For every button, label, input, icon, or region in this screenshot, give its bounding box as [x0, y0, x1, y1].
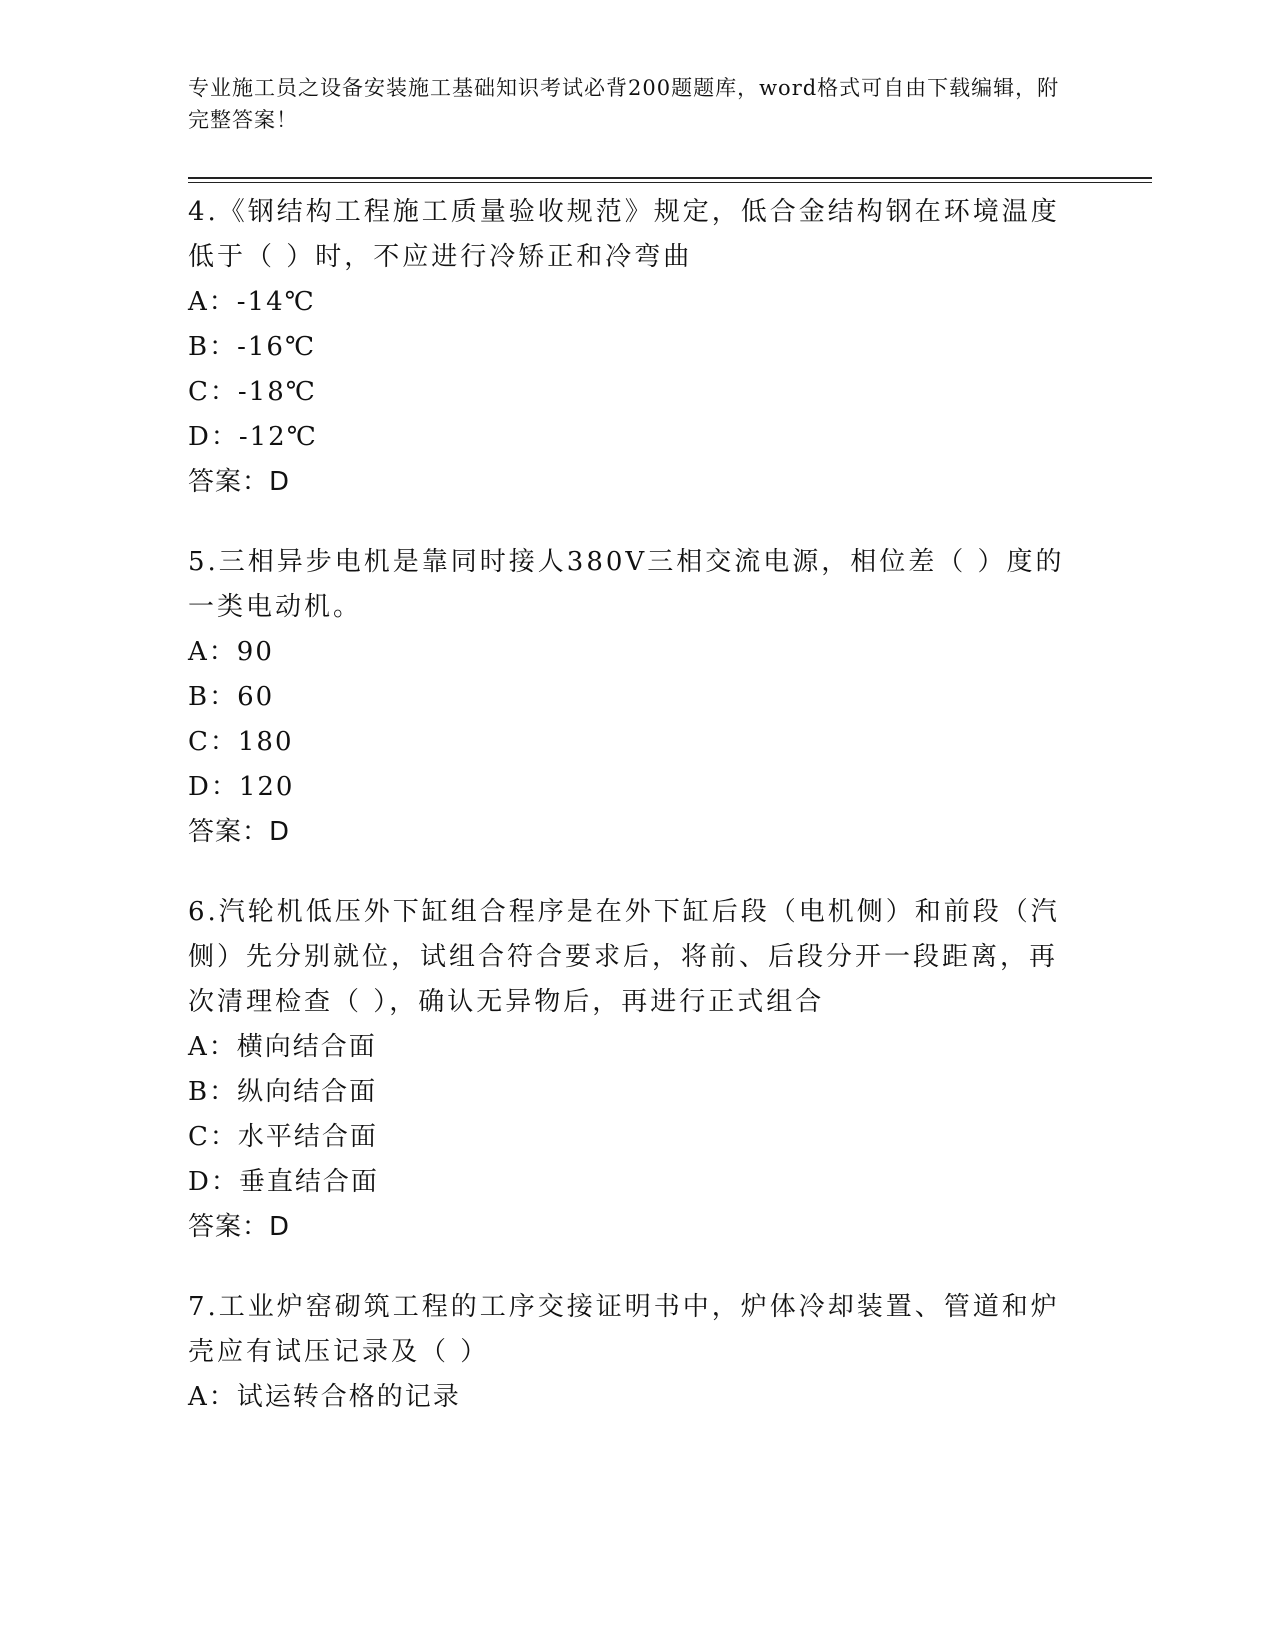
- option-c: C：-18℃: [188, 377, 317, 407]
- option-d: D：-12℃: [188, 422, 318, 452]
- question-4: [188, 190, 1068, 504]
- question-list: [188, 190, 1068, 1456]
- option-d: D：垂直结合面: [188, 1167, 379, 1197]
- option-c: C：水平结合面: [188, 1122, 378, 1152]
- question-5: [188, 540, 1068, 854]
- option-b: B：60: [188, 682, 275, 712]
- question-text: 6.汽轮机低压外下缸组合程序是在外下缸后段（电机侧）和前段（汽侧）先分别就位，试组合符合要求后，将前、后段分开一段距离，再次清理检查（ ），确认无异物后，再进行正式组合: [188, 897, 1060, 1017]
- question-text: 4.《钢结构工程施工质量验收规范》规定，低合金结构钢在环境温度低于（ ）时，不应进行冷矫正和冷弯曲: [188, 197, 1060, 272]
- option-a: A：-14℃: [188, 287, 316, 317]
- option-d: D：120: [188, 772, 295, 802]
- question-6: [188, 890, 1068, 1249]
- answer: 答案：D: [188, 467, 291, 497]
- option-c: C：180: [188, 727, 294, 757]
- document-header: 专业施工员之设备安装施工基础知识考试必背200题题库，word格式可自由下载编辑，附完整答案！: [188, 76, 1060, 132]
- option-a: A：90: [188, 637, 274, 667]
- answer: 答案：D: [188, 817, 291, 847]
- header-rule-thin: [188, 182, 1152, 183]
- question-7: [188, 1285, 1068, 1420]
- option-b: B：-16℃: [188, 332, 317, 362]
- option-a: A：横向结合面: [188, 1032, 377, 1062]
- question-text: 5.三相异步电机是靠同时接人380V三相交流电源，相位差（ ）度的一类电动机。: [188, 547, 1065, 622]
- question-text: 7.工业炉窑砌筑工程的工序交接证明书中，炉体冷却装置、管道和炉壳应有试压记录及（ ）: [188, 1292, 1060, 1367]
- answer: 答案：D: [188, 1212, 291, 1242]
- option-a: A：试运转合格的记录: [188, 1382, 461, 1412]
- header-rule-thick: [188, 177, 1152, 179]
- option-b: B：纵向结合面: [188, 1077, 378, 1107]
